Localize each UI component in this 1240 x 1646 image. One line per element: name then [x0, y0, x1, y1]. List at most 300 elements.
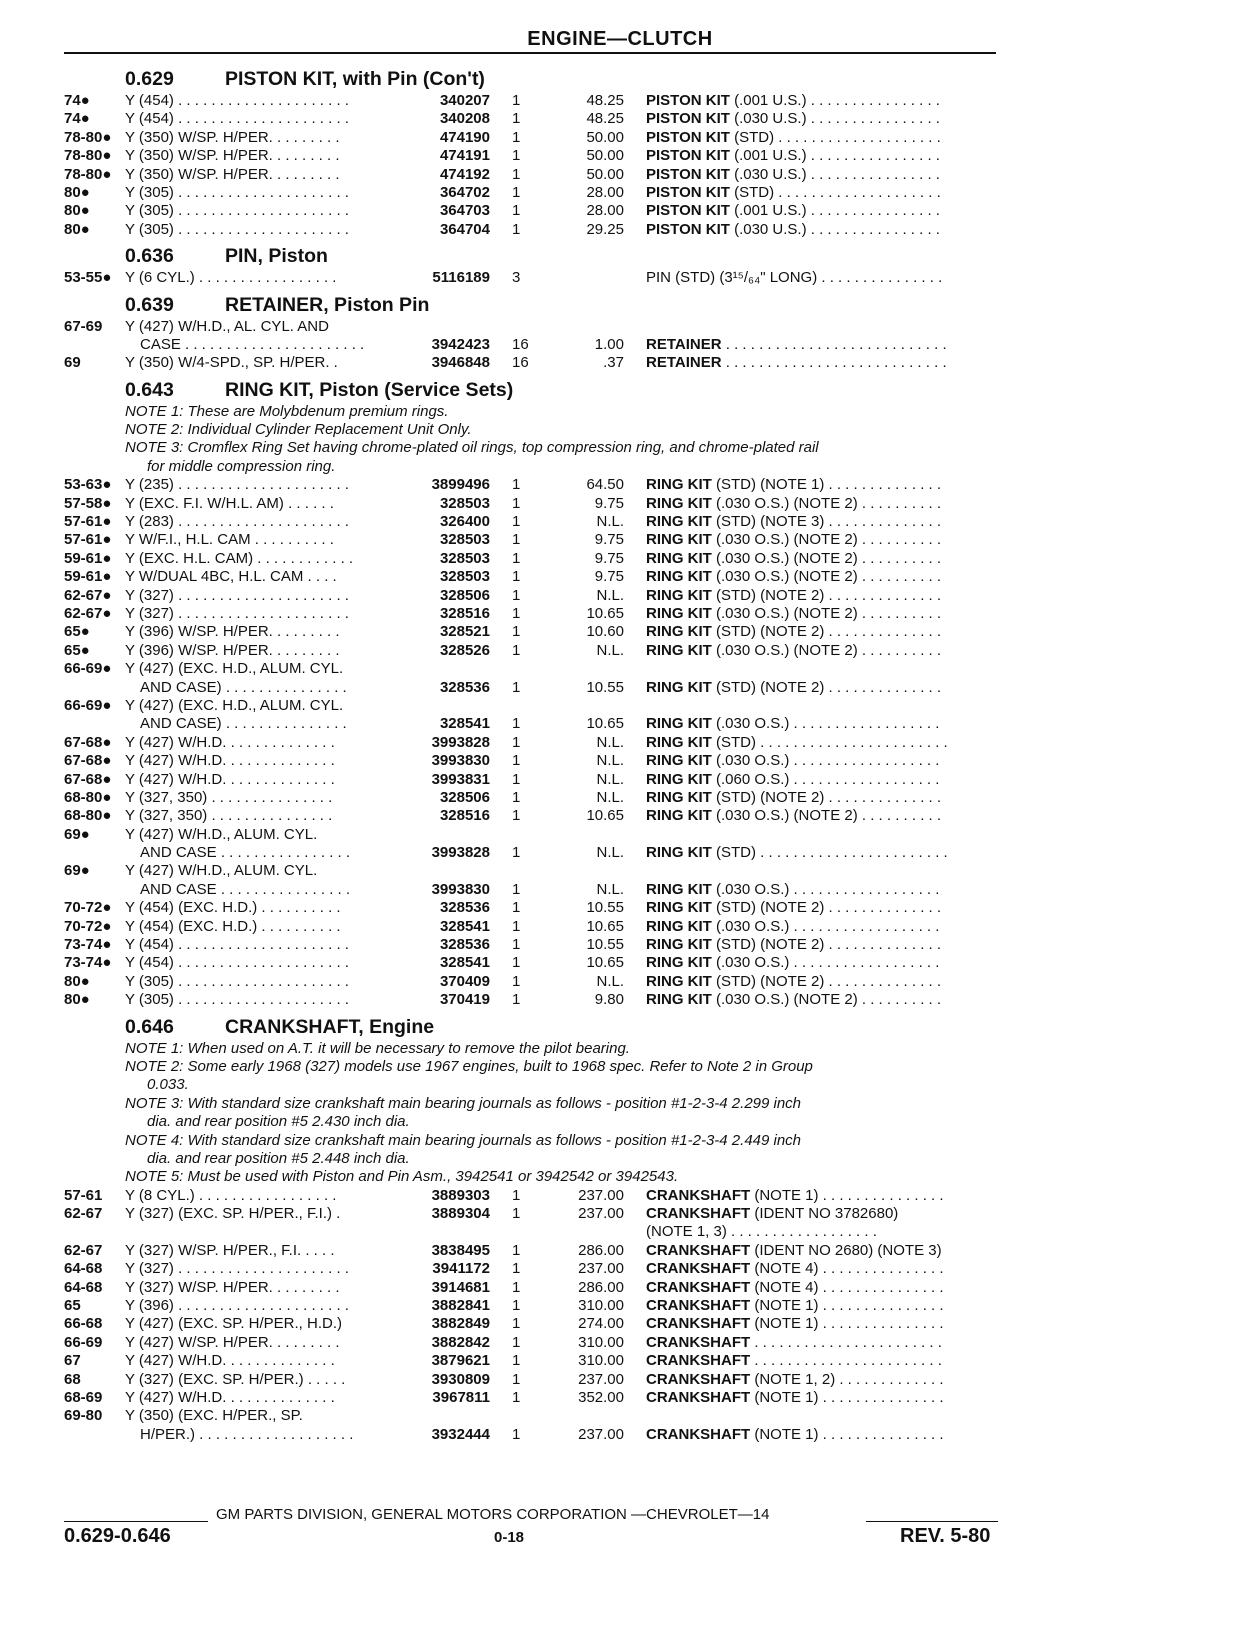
table-row: [0, 1389, 1240, 1407]
row-price: 274.00: [578, 1315, 624, 1333]
row-item-detail: (NOTE 1) . . . . . . . . . . . . . . .: [750, 1186, 944, 1204]
section-note: [0, 1095, 1240, 1113]
row-application: Y (427) W/H.D., AL. CYL. AND: [125, 317, 329, 335]
row-quantity: 1: [512, 568, 521, 586]
row-description: [646, 807, 998, 824]
row-application: Y (427) W/H.D., ALUM. CYL.: [125, 862, 318, 880]
table-row: [0, 844, 1240, 862]
row-application: Y (396) W/SP. H/PER. . . . . . . . .: [125, 623, 340, 641]
footer-revision: REV. 5-80: [900, 1525, 991, 1547]
row-part-number: 5116189: [432, 269, 490, 287]
row-item-name: PISTON KIT: [646, 110, 730, 128]
row-item-detail: (STD) . . . . . . . . . . . . . . . . . . . .: [729, 183, 941, 201]
row-application: Y (327) W/SP. H/PER. . . . . . . . .: [125, 1278, 340, 1296]
row-part-number: 3930809: [431, 1370, 490, 1388]
row-quantity: 1: [512, 1205, 521, 1223]
row-application: Y (454) . . . . . . . . . . . . . . . . . . . . .: [125, 954, 349, 972]
row-item-detail: (.001 U.S.) . . . . . . . . . . . . . . . .: [729, 147, 940, 165]
row-application: CASE . . . . . . . . . . . . . . . . . . . . . .: [140, 335, 365, 353]
row-item-name: PISTON KIT: [646, 183, 730, 201]
row-item-name: CRANKSHAFT: [646, 1352, 751, 1370]
row-quantity: 1: [512, 165, 521, 183]
row-item-name: RING KIT: [646, 531, 712, 549]
table-row: [0, 660, 1240, 678]
row-part-number: 474192: [439, 165, 490, 183]
table-row: [0, 1297, 1240, 1315]
footer-publisher: GM PARTS DIVISION, GENERAL MOTORS CORPORATION —CHEVROLET—14: [216, 1506, 770, 1523]
row-year: 67-68●: [64, 770, 112, 788]
table-row: [0, 623, 1240, 641]
row-year: 70-72●: [64, 899, 112, 917]
row-item-name: RING KIT: [646, 586, 712, 604]
table-row: [0, 881, 1240, 899]
row-description: [646, 1352, 998, 1369]
row-quantity: 1: [512, 476, 521, 494]
row-price: 29.25: [586, 220, 624, 238]
row-quantity: 1: [512, 715, 521, 733]
row-part-number: 3882849: [431, 1315, 490, 1333]
row-application: Y (350) (EXC. H/PER., SP.: [125, 1407, 303, 1425]
section-title: RING KIT, Piston (Service Sets): [225, 378, 514, 401]
row-description: [646, 1389, 998, 1406]
row-quantity: 1: [512, 844, 521, 862]
note-text: for middle compression ring.: [147, 457, 336, 475]
row-description: [646, 184, 998, 201]
row-year: 80●: [64, 183, 90, 201]
row-part-number: 364702: [439, 183, 490, 201]
row-year: 78-80●: [64, 128, 112, 146]
table-row: [0, 568, 1240, 586]
table-row: [0, 1371, 1240, 1389]
row-item-detail: . . . . . . . . . . . . . . . . . . . . . . . . . . .: [721, 354, 947, 372]
row-price: 10.65: [586, 954, 624, 972]
row-price: 9.75: [594, 494, 624, 512]
row-price: 9.80: [594, 991, 624, 1009]
row-description: [646, 587, 998, 604]
row-item-name: RING KIT: [646, 476, 712, 494]
row-item-detail: . . . . . . . . . . . . . . . . . . . . . . .: [750, 1352, 942, 1370]
row-description: [646, 899, 998, 916]
note-text: NOTE 2: Some early 1968 (327) models use 1967 engines, built to 1968 spec. Refer to Note 2 in Group: [125, 1057, 813, 1075]
row-part-number: 3993828: [431, 844, 490, 862]
row-year: 74●: [64, 92, 90, 109]
row-application: Y (EXC. F.I. W/H.L. AM) . . . . . .: [125, 494, 334, 512]
row-item-name: RING KIT: [646, 788, 712, 806]
row-part-number: 370409: [439, 972, 490, 990]
section-number: 0.643: [125, 378, 174, 401]
row-quantity: 1: [512, 202, 521, 220]
row-price: 50.00: [586, 147, 624, 165]
row-part-number: 326400: [439, 513, 490, 531]
row-item-detail: PIN (STD) (3¹⁵/₆₄" LONG) . . . . . . . . . . . . . . .: [646, 269, 943, 287]
table-row: [0, 92, 1240, 110]
section-note: [0, 458, 1240, 476]
row-application: Y (305) . . . . . . . . . . . . . . . . . . . . .: [125, 202, 349, 220]
page-title: ENGINE—CLUTCH: [527, 28, 713, 50]
table-row: [0, 697, 1240, 715]
row-item-name: RING KIT: [646, 972, 712, 990]
table-row: [0, 184, 1240, 202]
row-item-name: RING KIT: [646, 549, 712, 567]
row-quantity: 1: [512, 1370, 521, 1388]
row-item-detail: (.030 O.S.) . . . . . . . . . . . . . . . . . .: [711, 880, 940, 898]
row-quantity: 1: [512, 733, 521, 751]
row-item-detail: (NOTE 1, 2) . . . . . . . . . . . . .: [750, 1370, 944, 1388]
row-year: 57-61: [64, 1186, 103, 1204]
row-part-number: 328541: [439, 954, 490, 972]
row-description: [646, 1334, 998, 1351]
row-quantity: 1: [512, 954, 521, 972]
row-item-detail: (STD) (NOTE 2) . . . . . . . . . . . . . .: [711, 586, 942, 604]
row-part-number: 3967811: [432, 1389, 490, 1406]
table-row: [0, 531, 1240, 549]
row-description: [646, 147, 998, 164]
row-item-name: CRANKSHAFT: [646, 1260, 751, 1278]
row-item-detail: (.030 O.S.) (NOTE 2) . . . . . . . . . .: [711, 807, 942, 825]
row-part-number: 3914681: [431, 1278, 490, 1296]
table-row: [0, 918, 1240, 936]
row-item-name: PISTON KIT: [646, 92, 730, 109]
row-price: 48.25: [586, 92, 624, 109]
row-quantity: 1: [512, 880, 521, 898]
table-row: [0, 147, 1240, 165]
row-quantity: 1: [512, 807, 521, 825]
table-row: [0, 605, 1240, 623]
row-part-number: 328541: [439, 917, 490, 935]
row-description: [646, 336, 998, 353]
row-item-name: PISTON KIT: [646, 220, 730, 238]
row-price: 237.00: [578, 1370, 624, 1388]
row-quantity: 1: [512, 513, 521, 531]
row-description: [646, 1426, 998, 1443]
row-item-detail: (NOTE 1) . . . . . . . . . . . . . . .: [750, 1425, 944, 1443]
row-item-name: RING KIT: [646, 752, 712, 770]
row-item-detail: (STD) . . . . . . . . . . . . . . . . . . . .: [729, 128, 941, 146]
row-quantity: 1: [512, 220, 521, 238]
row-year: 66-68: [64, 1315, 103, 1333]
row-item-name: CRANKSHAFT: [646, 1425, 751, 1443]
row-item-detail: (.030 U.S.) . . . . . . . . . . . . . . . .: [729, 110, 940, 128]
row-price: 310.00: [578, 1352, 624, 1370]
section-note: [0, 403, 1240, 421]
row-description: [646, 513, 998, 530]
note-text: 0.033.: [147, 1076, 189, 1094]
row-item-detail: (.001 U.S.) . . . . . . . . . . . . . . . .: [729, 92, 940, 109]
row-item-detail: (STD) (NOTE 2) . . . . . . . . . . . . . .: [711, 899, 942, 917]
row-item-detail: (STD) . . . . . . . . . . . . . . . . . . . . . . .: [711, 733, 948, 751]
row-item-detail: (NOTE 4) . . . . . . . . . . . . . . .: [750, 1278, 944, 1296]
section-note: [0, 1113, 1240, 1131]
header-rule: [64, 52, 996, 54]
footer-rule-left: [64, 1521, 208, 1522]
row-price: 64.50: [586, 476, 624, 494]
row-quantity: 1: [512, 110, 521, 128]
row-part-number: 370419: [439, 991, 490, 1009]
row-part-number: 328516: [439, 807, 490, 825]
row-quantity: 16: [512, 354, 529, 372]
row-year: 68: [64, 1370, 81, 1388]
row-price: 237.00: [578, 1260, 624, 1278]
row-application: Y W/F.I., H.L. CAM . . . . . . . . . .: [125, 531, 334, 549]
row-item-name: RING KIT: [646, 770, 712, 788]
row-item-name: RING KIT: [646, 991, 712, 1009]
row-quantity: 1: [512, 1315, 521, 1333]
row-year: 53-55●: [64, 269, 112, 287]
section-note: [0, 439, 1240, 457]
row-price: 10.65: [586, 715, 624, 733]
row-application: Y (327, 350) . . . . . . . . . . . . . . .: [125, 788, 333, 806]
row-part-number: 328536: [439, 678, 490, 696]
row-application: AND CASE . . . . . . . . . . . . . . . .: [140, 844, 351, 862]
row-item-detail: (NOTE 4) . . . . . . . . . . . . . . .: [750, 1260, 944, 1278]
table-row: [0, 973, 1240, 991]
table-row: [0, 1260, 1240, 1278]
row-part-number: 328526: [439, 641, 490, 659]
row-application: Y (454) . . . . . . . . . . . . . . . . . . . . .: [125, 92, 349, 109]
table-row: [0, 1205, 1240, 1223]
row-item-name: RETAINER: [646, 354, 722, 372]
row-application: Y (327) W/SP. H/PER., F.I. . . . .: [125, 1241, 335, 1259]
row-application: Y (427) W/H.D. . . . . . . . . . . . . .: [125, 733, 335, 751]
row-part-number: 340208: [439, 110, 490, 128]
row-quantity: 1: [512, 623, 521, 641]
footer-group-range: 0.629-0.646: [64, 1525, 171, 1547]
row-year: 73-74●: [64, 954, 112, 972]
row-item-name: RING KIT: [646, 807, 712, 825]
note-text: NOTE 3: With standard size crankshaft main bearing journals as follows - position #1-2-3-4 2.299 inch: [125, 1094, 802, 1112]
row-item-detail: (IDENT NO 2680) (NOTE 3): [750, 1241, 942, 1259]
row-application: Y (327) . . . . . . . . . . . . . . . . . . . . .: [125, 604, 349, 622]
row-price: 10.65: [586, 807, 624, 825]
row-quantity: 1: [512, 494, 521, 512]
row-year: 65: [64, 1297, 81, 1315]
table-row: [0, 495, 1240, 513]
row-year: 62-67●: [64, 604, 112, 622]
table-row: [0, 954, 1240, 972]
row-application: Y (427) W/SP. H/PER. . . . . . . . .: [125, 1333, 340, 1351]
section-number: 0.629: [125, 68, 174, 90]
row-price: N.L.: [596, 752, 624, 770]
table-row: [0, 1242, 1240, 1260]
row-item-name: CRANKSHAFT: [646, 1315, 751, 1333]
note-text: NOTE 3: Cromflex Ring Set having chrome-plated oil rings, top compression ring, and chrome-plated rail: [125, 439, 819, 457]
row-part-number: 3993830: [431, 880, 490, 898]
row-description: [646, 1205, 998, 1222]
row-application: Y (396) . . . . . . . . . . . . . . . . . . . . .: [125, 1297, 349, 1315]
row-item-name: PISTON KIT: [646, 202, 730, 220]
row-application: Y (327) . . . . . . . . . . . . . . . . . . . . .: [125, 1260, 349, 1278]
row-item-name: RING KIT: [646, 899, 712, 917]
row-description: [646, 1242, 998, 1259]
row-quantity: 1: [512, 604, 521, 622]
table-row: [0, 1407, 1240, 1425]
row-item-name: RING KIT: [646, 494, 712, 512]
table-row: [0, 936, 1240, 954]
row-item-name: CRANKSHAFT: [646, 1241, 751, 1259]
row-item-name: RING KIT: [646, 623, 712, 641]
row-application: Y (327) (EXC. SP. H/PER., F.I.) .: [125, 1205, 341, 1223]
row-price: 50.00: [586, 128, 624, 146]
row-item-detail: (NOTE 1) . . . . . . . . . . . . . . .: [750, 1315, 944, 1333]
row-item-name: CRANKSHAFT: [646, 1297, 751, 1315]
row-application: Y (8 CYL.) . . . . . . . . . . . . . . . . .: [125, 1186, 337, 1204]
row-part-number: 3993828: [431, 733, 490, 751]
row-item-detail: (STD) (NOTE 2) . . . . . . . . . . . . . .: [711, 678, 942, 696]
section-number: 0.636: [125, 245, 174, 268]
row-description: [646, 844, 998, 861]
row-price: N.L.: [596, 513, 624, 531]
row-price: N.L.: [596, 586, 624, 604]
row-quantity: 1: [512, 1352, 521, 1370]
row-item-name: RING KIT: [646, 917, 712, 935]
row-description: [646, 1223, 998, 1240]
section-note: [0, 1058, 1240, 1076]
row-year: 69-80: [64, 1407, 103, 1425]
row-description: [646, 129, 998, 146]
table-row: [0, 1426, 1240, 1444]
row-item-detail: (.001 U.S.) . . . . . . . . . . . . . . . .: [729, 202, 940, 220]
row-item-name: CRANKSHAFT: [646, 1205, 751, 1223]
table-row: [0, 269, 1240, 287]
row-year: 64-68: [64, 1260, 103, 1278]
row-description: [646, 1187, 998, 1204]
row-application: Y (327) (EXC. SP. H/PER.) . . . . .: [125, 1370, 346, 1388]
row-year: 62-67: [64, 1205, 103, 1223]
note-text: dia. and rear position #5 2.448 inch dia.: [147, 1149, 410, 1167]
row-description: [646, 92, 998, 109]
row-item-detail: (.030 O.S.) . . . . . . . . . . . . . . . . . .: [711, 715, 940, 733]
row-item-detail: . . . . . . . . . . . . . . . . . . . . . . . . . . .: [721, 335, 947, 353]
row-quantity: 1: [512, 788, 521, 806]
row-item-detail: (.030 O.S.) (NOTE 2) . . . . . . . . . .: [711, 641, 942, 659]
row-item-name: CRANKSHAFT: [646, 1333, 751, 1351]
table-row: [0, 807, 1240, 825]
row-part-number: 3838495: [431, 1241, 490, 1259]
row-quantity: 1: [512, 1425, 521, 1443]
row-description: [646, 771, 998, 788]
row-item-detail: (STD) (NOTE 2) . . . . . . . . . . . . . .: [711, 623, 942, 641]
row-price: N.L.: [596, 972, 624, 990]
section-title: PISTON KIT, with Pin (Con't): [225, 68, 485, 90]
row-year: 80●: [64, 972, 90, 990]
row-item-detail: (STD) (NOTE 3) . . . . . . . . . . . . . .: [711, 513, 942, 531]
row-item-name: RING KIT: [646, 678, 712, 696]
row-part-number: 3993830: [431, 752, 490, 770]
row-quantity: 1: [512, 991, 521, 1009]
row-application: Y (427) W/H.D. . . . . . . . . . . . . .: [125, 752, 335, 770]
row-part-number: 3942423: [431, 335, 490, 353]
section-title: RETAINER, Piston Pin: [225, 293, 430, 316]
row-description: [646, 110, 998, 127]
row-description: [646, 789, 998, 806]
row-description: [646, 221, 998, 238]
row-part-number: 3889304: [431, 1205, 490, 1223]
row-part-number: 328536: [439, 936, 490, 954]
table-row: [0, 354, 1240, 372]
row-quantity: 1: [512, 1389, 521, 1406]
row-description: [646, 734, 998, 751]
row-item-detail: . . . . . . . . . . . . . . . . . . . . . . .: [750, 1333, 942, 1351]
row-quantity: 1: [512, 1278, 521, 1296]
row-item-name: RING KIT: [646, 641, 712, 659]
row-price: 237.00: [578, 1425, 624, 1443]
row-description: [646, 531, 998, 548]
row-item-detail: (STD) (NOTE 2) . . . . . . . . . . . . . .: [711, 936, 942, 954]
row-year: 66-69: [64, 1333, 103, 1351]
row-part-number: 328541: [439, 715, 490, 733]
row-description: [646, 642, 998, 659]
row-application: Y (283) . . . . . . . . . . . . . . . . . . . . .: [125, 513, 349, 531]
table-row: [0, 476, 1240, 494]
section-heading: [0, 288, 1240, 318]
row-application: Y (305) . . . . . . . . . . . . . . . . . . . . .: [125, 183, 349, 201]
row-item-detail: (.030 O.S.) . . . . . . . . . . . . . . . . . .: [711, 917, 940, 935]
table-row: [0, 1315, 1240, 1333]
row-item-detail: (.030 O.S.) (NOTE 2) . . . . . . . . . .: [711, 568, 942, 586]
row-year: 67: [64, 1352, 81, 1370]
row-quantity: 1: [512, 183, 521, 201]
row-year: 74●: [64, 110, 90, 128]
row-application: Y (327) . . . . . . . . . . . . . . . . . . . . .: [125, 586, 349, 604]
table-row: [0, 715, 1240, 733]
section-note: [0, 1150, 1240, 1168]
row-year: 65●: [64, 623, 90, 641]
row-year: 66-69●: [64, 696, 112, 714]
table-row: [0, 513, 1240, 531]
row-quantity: 1: [512, 678, 521, 696]
table-row: [0, 1279, 1240, 1297]
note-text: NOTE 1: When used on A.T. it will be necessary to remove the pilot bearing.: [125, 1039, 630, 1057]
row-year: 80●: [64, 202, 90, 220]
row-item-detail: (STD) (NOTE 1) . . . . . . . . . . . . . .: [711, 476, 942, 494]
row-application: Y (427) W/H.D. . . . . . . . . . . . . .: [125, 770, 335, 788]
section-heading: [0, 62, 1240, 92]
row-price: 28.00: [586, 202, 624, 220]
row-quantity: 1: [512, 1241, 521, 1259]
row-description: [646, 936, 998, 953]
row-description: [646, 476, 998, 493]
table-row: [0, 587, 1240, 605]
row-part-number: 474190: [439, 128, 490, 146]
parts-list: [0, 62, 1240, 1444]
row-application: Y (EXC. H.L. CAM) . . . . . . . . . . . .: [125, 549, 354, 567]
row-price: 48.25: [586, 110, 624, 128]
row-description: [646, 1260, 998, 1277]
row-item-detail: (STD) (NOTE 2) . . . . . . . . . . . . . .: [711, 972, 942, 990]
row-item-detail: (.060 O.S.) . . . . . . . . . . . . . . . . . .: [711, 770, 940, 788]
table-row: [0, 221, 1240, 239]
row-year: 69●: [64, 862, 90, 880]
row-part-number: 364704: [439, 220, 490, 238]
row-part-number: 3993831: [431, 770, 490, 788]
row-part-number: 364703: [439, 202, 490, 220]
row-application: H/PER.) . . . . . . . . . . . . . . . . . . .: [140, 1425, 354, 1443]
row-price: 9.75: [594, 549, 624, 567]
section-note: [0, 1168, 1240, 1186]
row-price: 10.55: [586, 899, 624, 917]
row-application: AND CASE) . . . . . . . . . . . . . . .: [140, 715, 347, 733]
row-item-name: RING KIT: [646, 604, 712, 622]
table-row: [0, 899, 1240, 917]
row-application: Y (396) W/SP. H/PER. . . . . . . . .: [125, 641, 340, 659]
row-application: AND CASE . . . . . . . . . . . . . . . .: [140, 880, 351, 898]
row-item-name: RING KIT: [646, 844, 712, 862]
table-row: [0, 129, 1240, 147]
note-text: NOTE 2: Individual Cylinder Replacement Unit Only.: [125, 421, 472, 439]
row-price: 310.00: [578, 1333, 624, 1351]
row-description: [646, 881, 998, 898]
table-row: [0, 550, 1240, 568]
